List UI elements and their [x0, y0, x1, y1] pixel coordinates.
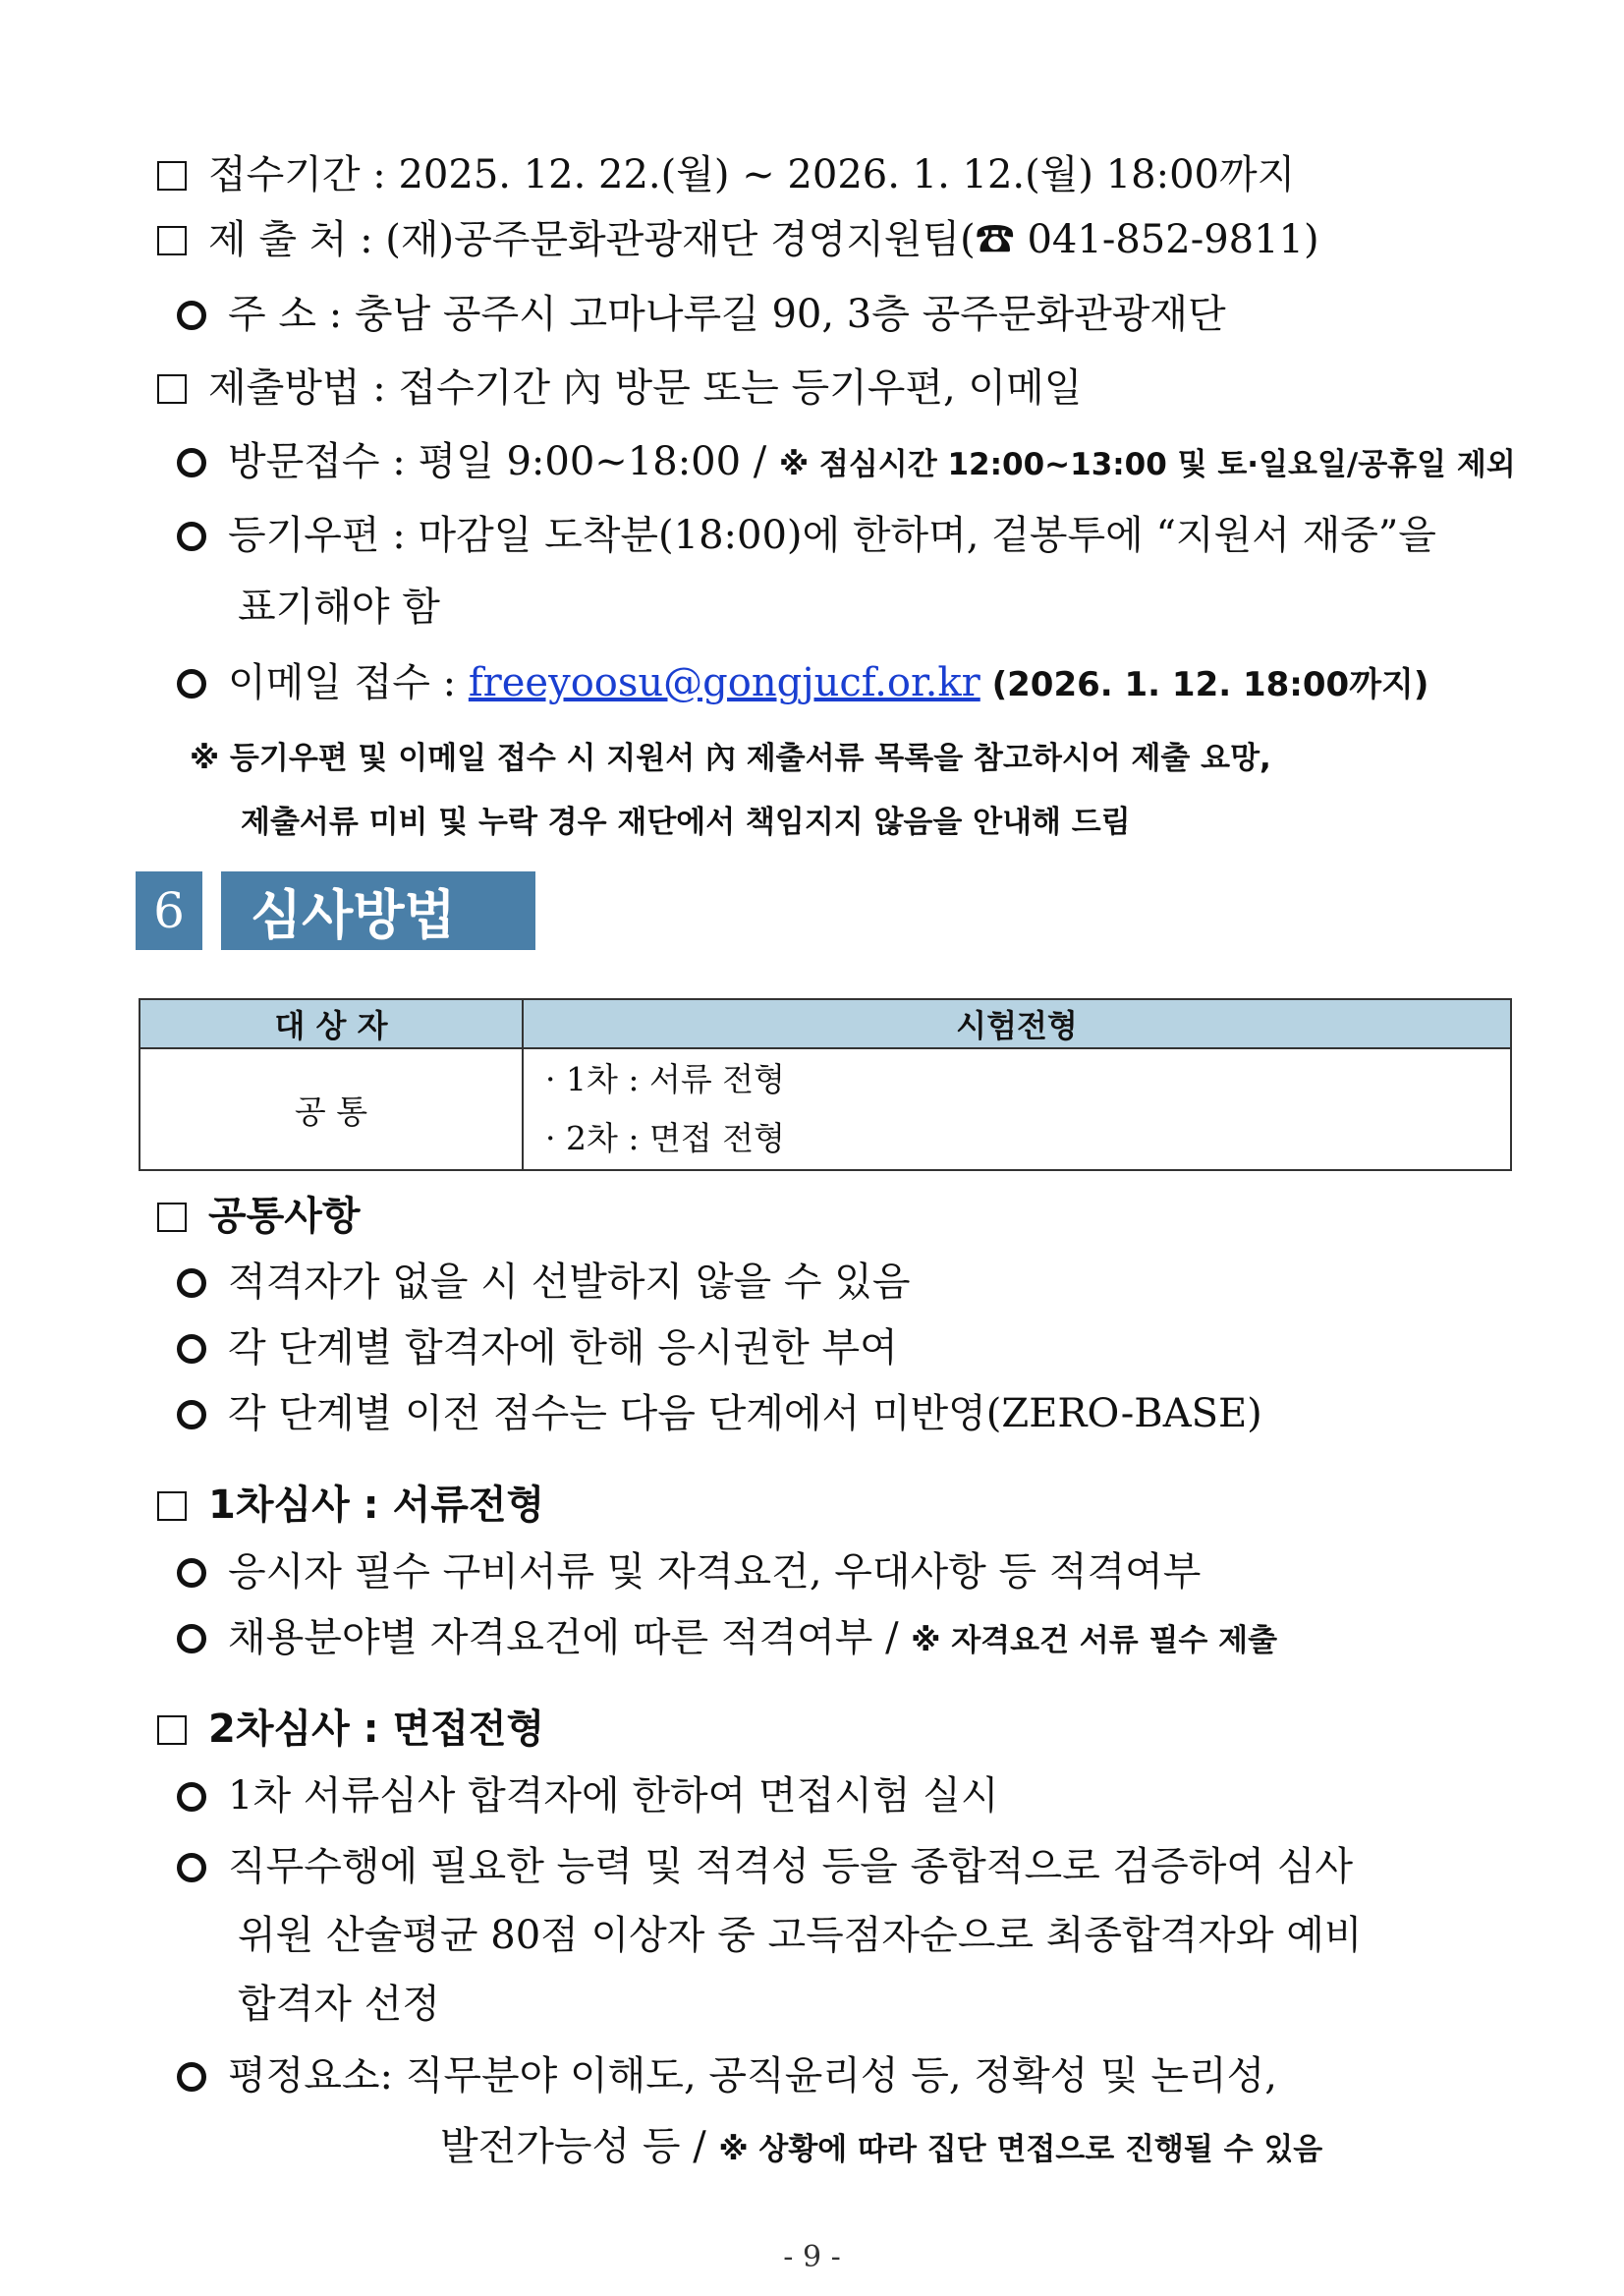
- reception-caution-2: 제출서류 미비 및 누락 경우 재단에서 책임지지 않음을 안내해 드림: [241, 805, 1131, 840]
- circle-bullet-icon: [177, 1400, 206, 1429]
- circle-bullet-icon: [177, 1782, 206, 1812]
- circle-bullet-icon: [177, 1334, 206, 1364]
- checkbox-square-icon: [157, 1203, 187, 1232]
- page-number: - 9 -: [783, 2240, 841, 2274]
- list-item: 평정요소: 직무분야 이해도, 공직윤리성 등, 정확성 및 논리성,: [177, 2056, 1277, 2096]
- table-header: 대 상 자: [140, 999, 523, 1048]
- reception-email: 이메일 접수 : freeyoosu@gongjucf.or.kr (2026. 1. 12. 18:00까지): [177, 663, 1428, 702]
- checkbox-square-icon: [157, 1715, 187, 1745]
- table-cell-stages: [523, 1048, 1511, 1170]
- common-heading: 공통사항: [157, 1197, 361, 1236]
- list-item-cont: 합격자 선정: [238, 1982, 440, 2027]
- table-header: 시험전형: [523, 999, 1511, 1048]
- exam-table: [139, 998, 1512, 1171]
- table-header-row: [140, 999, 1511, 1048]
- list-item: 1차 서류심사 합격자에 한하여 면접시험 실시: [177, 1776, 999, 1816]
- circle-bullet-icon: [177, 669, 206, 699]
- circle-bullet-icon: [177, 522, 206, 551]
- section-title: 심사방법: [221, 871, 535, 950]
- checkbox-square-icon: [157, 374, 187, 404]
- list-item: 직무수행에 필요한 능력 및 적격성 등을 종합적으로 검증하여 심사: [177, 1847, 1353, 1886]
- circle-bullet-icon: [177, 2062, 206, 2092]
- table-cell-target: 공 통: [140, 1048, 523, 1170]
- checkbox-square-icon: [157, 161, 187, 191]
- reception-mail: 등기우편 : 마감일 도착분(18:00)에 한하며, 겉봉투에 “지원서 재중”을: [177, 516, 1436, 555]
- circle-bullet-icon: [177, 1624, 206, 1653]
- phone-icon: ☎: [975, 217, 1015, 262]
- stage-item: · 2차 : 면접 전형: [545, 1119, 785, 1157]
- list-item: 각 단계별 합격자에 한해 응시권한 부여: [177, 1328, 898, 1368]
- circle-bullet-icon: [177, 1268, 206, 1298]
- reception-caution-1: ※ 등기우편 및 이메일 접수 시 지원서 內 제출서류 목록을 참고하시어 제출 요망,: [190, 741, 1271, 776]
- circle-bullet-icon: [177, 301, 206, 330]
- list-item: 적격자가 없을 시 선발하지 않을 수 있음: [177, 1262, 911, 1302]
- list-item: 채용분야별 자격요건에 따른 적격여부 / ※ 자격요건 서류 필수 제출: [177, 1618, 1277, 1657]
- table-row: [140, 1048, 1511, 1170]
- reception-mail-cont: 표기해야 함: [238, 585, 440, 630]
- circle-bullet-icon: [177, 448, 206, 477]
- reception-submit-to: 제 출 처 : (재)공주문화관광재단 경영지원팀(☎ 041-852-9811): [157, 220, 1319, 259]
- email-link[interactable]: freeyoosu@gongjucf.or.kr: [468, 660, 980, 705]
- list-item: 각 단계별 이전 점수는 다음 단계에서 미반영(ZERO-BASE): [177, 1394, 1262, 1433]
- stage-item: · 1차 : 서류 전형: [545, 1060, 785, 1098]
- list-item-cont: 위원 산술평균 80점 이상자 중 고득점자순으로 최종합격자와 예비: [238, 1913, 1363, 1958]
- reception-method: 제출방법 : 접수기간 內 방문 또는 등기우편, 이메일: [157, 368, 1082, 408]
- circle-bullet-icon: [177, 1853, 206, 1882]
- checkbox-square-icon: [157, 1491, 187, 1521]
- list-item: 응시자 필수 구비서류 및 자격요건, 우대사항 등 적격여부: [177, 1552, 1201, 1592]
- reception-visit: 방문접수 : 평일 9:00~18:00 / ※ 점심시간 12:00~13:00 및 토·일요일/공휴일 제외: [177, 442, 1516, 481]
- circle-bullet-icon: [177, 1558, 206, 1588]
- second-heading: 2차심사 : 면접전형: [157, 1709, 544, 1749]
- checkbox-square-icon: [157, 226, 187, 255]
- list-item-cont: 발전가능성 등 / ※ 상황에 따라 집단 면접으로 진행될 수 있음: [440, 2124, 1323, 2169]
- reception-address: 주 소 : 충남 공주시 고마나루길 90, 3층 공주문화관광재단: [177, 295, 1226, 334]
- first-heading: 1차심사 : 서류전형: [157, 1485, 544, 1525]
- section-number: 6: [136, 871, 202, 950]
- reception-period: 접수기간 : 2025. 12. 22.(월) ~ 2026. 1. 12.(월) 18:00까지: [157, 155, 1295, 195]
